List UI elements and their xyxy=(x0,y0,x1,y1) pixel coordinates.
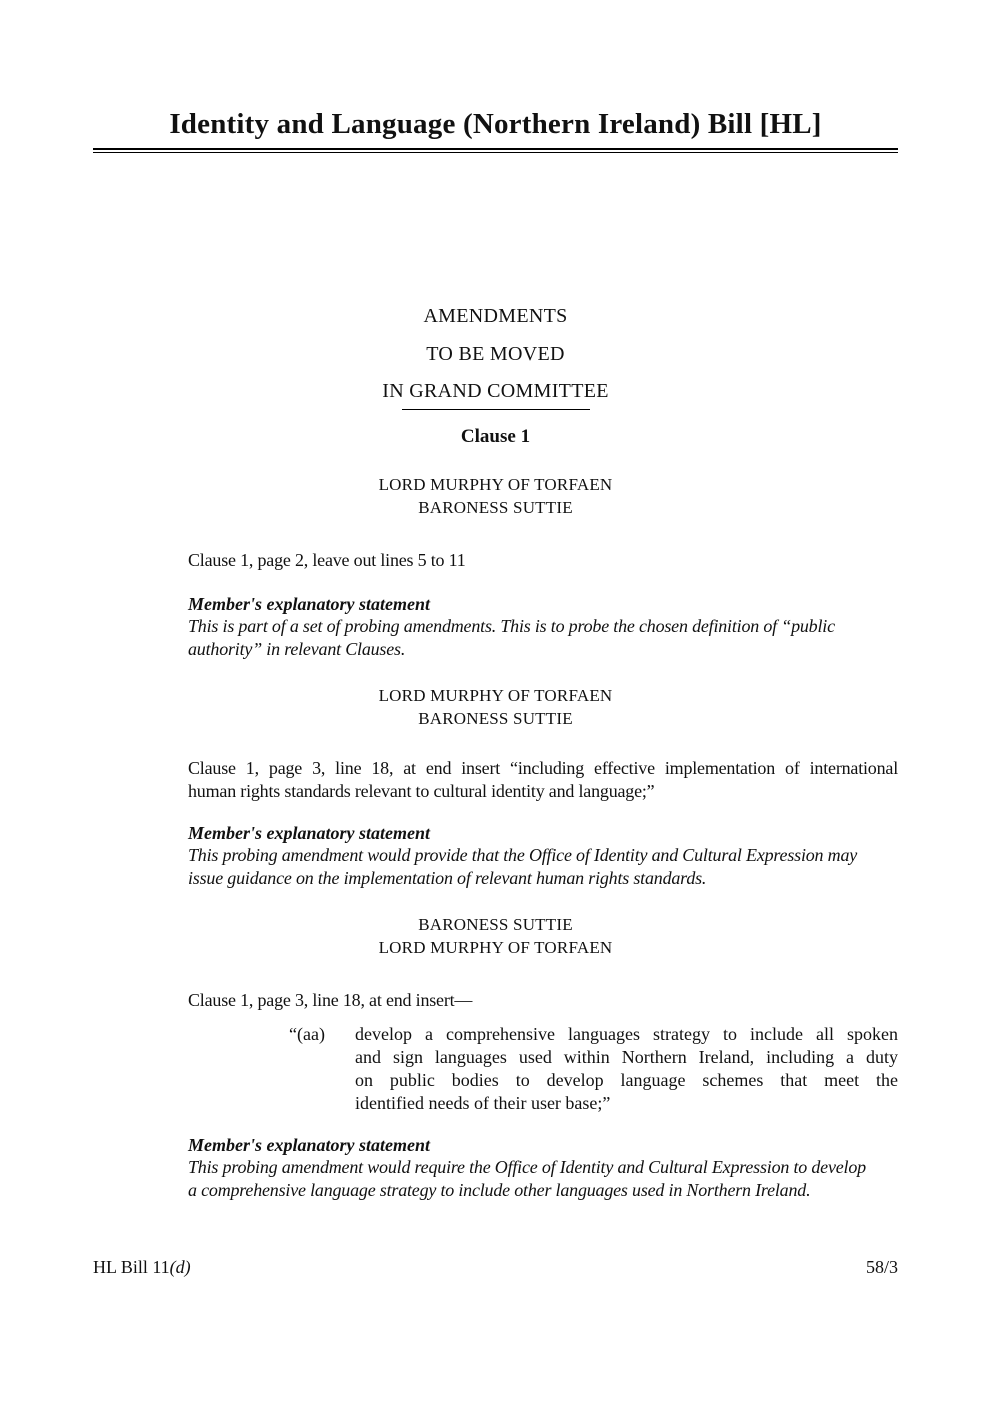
amendment-3-sponsors xyxy=(93,913,898,959)
amendment-line: Clause 1, page 3, line 18, at end insert “including effective implementation of international xyxy=(188,758,898,778)
amendment-1-sponsors xyxy=(93,473,898,519)
amendment-2-text xyxy=(188,757,898,803)
amendment-3-text: Clause 1, page 3, line 18, at end insert— xyxy=(188,990,473,1010)
bill-reference-suffix: (d) xyxy=(169,1257,191,1277)
explanatory-statement-label: Member's explanatory statement xyxy=(188,1135,430,1155)
sponsor-name: LORD MURPHY OF TORFAEN xyxy=(378,938,613,957)
explanatory-line: authority” in relevant Clauses. xyxy=(188,639,406,659)
subparagraph-marker: “(aa) xyxy=(289,1024,325,1044)
amendment-3-explanatory xyxy=(188,1156,916,1202)
sponsor-name: LORD MURPHY OF TORFAEN xyxy=(378,686,613,705)
explanatory-line: This is part of a set of probing amendments. This is to probe the chosen definition of “public xyxy=(188,616,835,636)
amendment-line: develop a comprehensive languages strategy to include all spoken xyxy=(355,1024,898,1044)
amendment-1-text: Clause 1, page 2, leave out lines 5 to 11 xyxy=(188,550,466,570)
heading-rule xyxy=(402,409,590,410)
explanatory-statement-label: Member's explanatory statement xyxy=(188,823,430,843)
amendment-line: and sign languages used within Northern Ireland, including a duty xyxy=(355,1047,898,1067)
amendment-line: on public bodies to develop language schemes that meet the xyxy=(355,1070,898,1090)
heading-in-grand-committee: IN GRAND COMMITTEE xyxy=(382,380,609,402)
sponsor-name: LORD MURPHY OF TORFAEN xyxy=(378,475,613,494)
amendment-line: identified needs of their user base;” xyxy=(355,1093,611,1113)
explanatory-statement-label: Member's explanatory statement xyxy=(188,594,430,614)
title-double-rule xyxy=(93,148,898,153)
sponsor-name: BARONESS SUTTIE xyxy=(418,915,573,934)
amendment-1-explanatory xyxy=(188,615,916,661)
sheet-reference: 58/3 xyxy=(865,1257,898,1277)
page-footer xyxy=(93,1256,898,1279)
explanatory-line: issue guidance on the implementation of relevant human rights standards. xyxy=(188,868,707,888)
clause-heading: Clause 1 xyxy=(460,426,531,447)
sponsor-name: BARONESS SUTTIE xyxy=(418,709,573,728)
amendment-2-explanatory xyxy=(188,844,916,890)
amendment-3-subparagraph xyxy=(289,1023,898,1115)
heading-amendments: AMENDMENTS xyxy=(423,305,568,327)
explanatory-line: This probing amendment would provide that the Office of Identity and Cultural Expression may xyxy=(188,845,858,865)
amendment-line: human rights standards relevant to cultural identity and language;” xyxy=(188,781,655,801)
explanatory-line: This probing amendment would require the Office of Identity and Cultural Expression to develop xyxy=(188,1157,866,1177)
amendment-2-sponsors xyxy=(93,684,898,730)
sponsor-name: BARONESS SUTTIE xyxy=(418,498,573,517)
heading-to-be-moved: TO BE MOVED xyxy=(426,343,565,365)
bill-title: Identity and Language (Northern Ireland) Bill [HL] xyxy=(169,108,822,140)
bill-reference xyxy=(93,1256,191,1279)
explanatory-line: a comprehensive language strategy to include other languages used in Northern Ireland. xyxy=(188,1180,811,1200)
bill-reference-main: HL Bill 11 xyxy=(93,1257,170,1277)
